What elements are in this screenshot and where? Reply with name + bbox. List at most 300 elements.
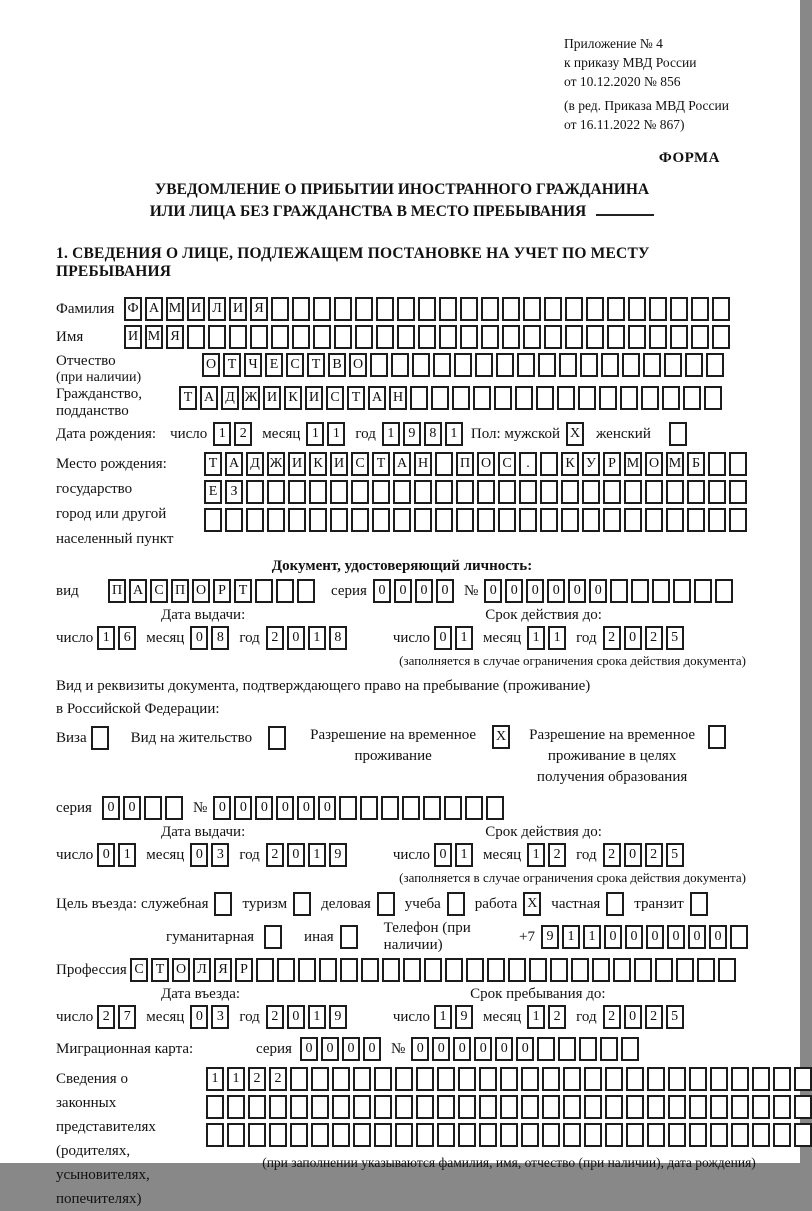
char-cell[interactable]: [538, 353, 556, 377]
char-cell[interactable]: [626, 1123, 644, 1147]
checkbox[interactable]: X: [492, 725, 510, 749]
char-cell[interactable]: [670, 297, 688, 321]
char-cell[interactable]: 1: [118, 843, 136, 867]
checkbox[interactable]: [669, 422, 687, 446]
char-cell[interactable]: 0: [604, 925, 622, 949]
char-cell[interactable]: В: [328, 353, 346, 377]
char-cell[interactable]: [794, 1095, 812, 1119]
char-cell[interactable]: [355, 297, 373, 321]
char-cell[interactable]: [579, 1037, 597, 1061]
char-cell[interactable]: 0: [516, 1037, 534, 1061]
char-cell[interactable]: 1: [308, 626, 326, 650]
char-cell[interactable]: 1: [213, 422, 231, 446]
char-cell[interactable]: 0: [363, 1037, 381, 1061]
char-cell[interactable]: С: [150, 579, 168, 603]
char-cell[interactable]: 9: [403, 422, 421, 446]
char-cell[interactable]: [647, 1067, 665, 1091]
char-cell[interactable]: [435, 452, 453, 476]
char-cell[interactable]: [288, 480, 306, 504]
char-cell[interactable]: 0: [624, 843, 642, 867]
char-cell[interactable]: [649, 325, 667, 349]
char-cell[interactable]: 0: [97, 843, 115, 867]
char-cell[interactable]: [376, 325, 394, 349]
char-cell[interactable]: [544, 325, 562, 349]
char-cell[interactable]: [269, 1095, 287, 1119]
char-cell[interactable]: 1: [227, 1067, 245, 1091]
char-cell[interactable]: [458, 1095, 476, 1119]
char-cell[interactable]: [565, 325, 583, 349]
char-cell[interactable]: [536, 386, 554, 410]
char-cell[interactable]: [423, 796, 441, 820]
char-cell[interactable]: [515, 386, 533, 410]
char-cell[interactable]: 2: [603, 1005, 621, 1029]
char-cell[interactable]: О: [477, 452, 495, 476]
char-cell[interactable]: [229, 325, 247, 349]
char-cell[interactable]: [558, 1037, 576, 1061]
char-cell[interactable]: [603, 508, 621, 532]
char-cell[interactable]: [540, 480, 558, 504]
char-cell[interactable]: [397, 325, 415, 349]
char-cell[interactable]: Т: [372, 452, 390, 476]
char-cell[interactable]: Ч: [244, 353, 262, 377]
char-cell[interactable]: [641, 386, 659, 410]
char-cell[interactable]: [361, 958, 379, 982]
checkbox[interactable]: [91, 726, 109, 750]
char-cell[interactable]: [271, 297, 289, 321]
char-cell[interactable]: [529, 958, 547, 982]
char-cell[interactable]: [622, 353, 640, 377]
char-cell[interactable]: И: [305, 386, 323, 410]
char-cell[interactable]: [523, 297, 541, 321]
checkbox[interactable]: [377, 892, 395, 916]
char-cell[interactable]: [267, 480, 285, 504]
char-cell[interactable]: [586, 297, 604, 321]
char-cell[interactable]: И: [187, 297, 205, 321]
char-cell[interactable]: [613, 958, 631, 982]
char-cell[interactable]: 1: [382, 422, 400, 446]
char-cell[interactable]: [206, 1123, 224, 1147]
char-cell[interactable]: [689, 1123, 707, 1147]
char-cell[interactable]: 8: [424, 422, 442, 446]
char-cell[interactable]: [517, 353, 535, 377]
char-cell[interactable]: [458, 1067, 476, 1091]
char-cell[interactable]: [395, 1123, 413, 1147]
char-cell[interactable]: [355, 325, 373, 349]
char-cell[interactable]: [498, 508, 516, 532]
char-cell[interactable]: [439, 325, 457, 349]
char-cell[interactable]: 2: [266, 843, 284, 867]
char-cell[interactable]: 0: [190, 626, 208, 650]
char-cell[interactable]: [664, 353, 682, 377]
char-cell[interactable]: [376, 297, 394, 321]
char-cell[interactable]: [666, 480, 684, 504]
char-cell[interactable]: [487, 958, 505, 982]
char-cell[interactable]: 1: [327, 422, 345, 446]
char-cell[interactable]: [332, 1123, 350, 1147]
char-cell[interactable]: [370, 353, 388, 377]
char-cell[interactable]: [298, 958, 316, 982]
char-cell[interactable]: [269, 1123, 287, 1147]
char-cell[interactable]: 0: [123, 796, 141, 820]
char-cell[interactable]: Т: [151, 958, 169, 982]
char-cell[interactable]: [475, 353, 493, 377]
char-cell[interactable]: [311, 1095, 329, 1119]
char-cell[interactable]: Д: [221, 386, 239, 410]
char-cell[interactable]: А: [368, 386, 386, 410]
char-cell[interactable]: 5: [666, 626, 684, 650]
char-cell[interactable]: [652, 579, 670, 603]
char-cell[interactable]: 0: [709, 925, 727, 949]
char-cell[interactable]: 5: [666, 843, 684, 867]
char-cell[interactable]: [605, 1123, 623, 1147]
char-cell[interactable]: М: [145, 325, 163, 349]
char-cell[interactable]: [689, 1095, 707, 1119]
char-cell[interactable]: [584, 1123, 602, 1147]
checkbox[interactable]: [214, 892, 232, 916]
char-cell[interactable]: [561, 508, 579, 532]
char-cell[interactable]: [708, 452, 726, 476]
char-cell[interactable]: [731, 1123, 749, 1147]
char-cell[interactable]: А: [145, 297, 163, 321]
char-cell[interactable]: [418, 297, 436, 321]
char-cell[interactable]: И: [288, 452, 306, 476]
char-cell[interactable]: [731, 1095, 749, 1119]
char-cell[interactable]: 0: [624, 626, 642, 650]
char-cell[interactable]: [601, 353, 619, 377]
char-cell[interactable]: [794, 1123, 812, 1147]
char-cell[interactable]: М: [166, 297, 184, 321]
char-cell[interactable]: 2: [234, 422, 252, 446]
char-cell[interactable]: О: [645, 452, 663, 476]
char-cell[interactable]: [206, 1095, 224, 1119]
char-cell[interactable]: 1: [306, 422, 324, 446]
char-cell[interactable]: [599, 386, 617, 410]
char-cell[interactable]: 8: [329, 626, 347, 650]
char-cell[interactable]: [353, 1123, 371, 1147]
char-cell[interactable]: [729, 452, 747, 476]
char-cell[interactable]: О: [192, 579, 210, 603]
char-cell[interactable]: [351, 480, 369, 504]
checkbox[interactable]: [268, 726, 286, 750]
char-cell[interactable]: [460, 325, 478, 349]
char-cell[interactable]: [256, 958, 274, 982]
char-cell[interactable]: 0: [646, 925, 664, 949]
char-cell[interactable]: [502, 297, 520, 321]
char-cell[interactable]: У: [582, 452, 600, 476]
char-cell[interactable]: 0: [287, 843, 305, 867]
char-cell[interactable]: [645, 508, 663, 532]
char-cell[interactable]: [290, 1067, 308, 1091]
char-cell[interactable]: [412, 353, 430, 377]
char-cell[interactable]: Ж: [242, 386, 260, 410]
char-cell[interactable]: [559, 353, 577, 377]
char-cell[interactable]: 1: [548, 626, 566, 650]
char-cell[interactable]: 0: [432, 1037, 450, 1061]
char-cell[interactable]: [311, 1123, 329, 1147]
char-cell[interactable]: [773, 1067, 791, 1091]
char-cell[interactable]: 9: [329, 843, 347, 867]
char-cell[interactable]: 9: [541, 925, 559, 949]
char-cell[interactable]: 2: [97, 1005, 115, 1029]
char-cell[interactable]: 7: [118, 1005, 136, 1029]
char-cell[interactable]: [339, 796, 357, 820]
char-cell[interactable]: И: [124, 325, 142, 349]
char-cell[interactable]: Д: [246, 452, 264, 476]
char-cell[interactable]: [165, 796, 183, 820]
char-cell[interactable]: [621, 1037, 639, 1061]
char-cell[interactable]: [687, 508, 705, 532]
char-cell[interactable]: Я: [250, 297, 268, 321]
char-cell[interactable]: [410, 386, 428, 410]
char-cell[interactable]: 8: [211, 626, 229, 650]
char-cell[interactable]: 1: [455, 843, 473, 867]
char-cell[interactable]: [418, 325, 436, 349]
char-cell[interactable]: 0: [434, 626, 452, 650]
char-cell[interactable]: [710, 1067, 728, 1091]
char-cell[interactable]: Т: [204, 452, 222, 476]
char-cell[interactable]: [563, 1067, 581, 1091]
char-cell[interactable]: 0: [474, 1037, 492, 1061]
char-cell[interactable]: [290, 1123, 308, 1147]
char-cell[interactable]: Р: [603, 452, 621, 476]
char-cell[interactable]: [391, 353, 409, 377]
char-cell[interactable]: Е: [265, 353, 283, 377]
char-cell[interactable]: [519, 508, 537, 532]
char-cell[interactable]: [486, 796, 504, 820]
char-cell[interactable]: 0: [102, 796, 120, 820]
char-cell[interactable]: [313, 297, 331, 321]
char-cell[interactable]: [582, 480, 600, 504]
char-cell[interactable]: [255, 579, 273, 603]
char-cell[interactable]: [479, 1123, 497, 1147]
char-cell[interactable]: [710, 1123, 728, 1147]
char-cell[interactable]: 0: [434, 843, 452, 867]
char-cell[interactable]: [628, 325, 646, 349]
char-cell[interactable]: [557, 386, 575, 410]
char-cell[interactable]: [752, 1123, 770, 1147]
char-cell[interactable]: [634, 958, 652, 982]
char-cell[interactable]: [460, 297, 478, 321]
char-cell[interactable]: [691, 325, 709, 349]
char-cell[interactable]: [444, 796, 462, 820]
char-cell[interactable]: [605, 1067, 623, 1091]
char-cell[interactable]: [477, 508, 495, 532]
checkbox[interactable]: [690, 892, 708, 916]
char-cell[interactable]: [309, 480, 327, 504]
char-cell[interactable]: 5: [666, 1005, 684, 1029]
checkbox[interactable]: X: [523, 892, 541, 916]
char-cell[interactable]: [584, 1095, 602, 1119]
char-cell[interactable]: [395, 1095, 413, 1119]
char-cell[interactable]: [773, 1123, 791, 1147]
char-cell[interactable]: [351, 508, 369, 532]
char-cell[interactable]: К: [561, 452, 579, 476]
char-cell[interactable]: О: [172, 958, 190, 982]
char-cell[interactable]: С: [130, 958, 148, 982]
char-cell[interactable]: [439, 297, 457, 321]
char-cell[interactable]: [276, 579, 294, 603]
char-cell[interactable]: [542, 1067, 560, 1091]
char-cell[interactable]: 2: [266, 626, 284, 650]
char-cell[interactable]: С: [326, 386, 344, 410]
char-cell[interactable]: С: [498, 452, 516, 476]
char-cell[interactable]: [676, 958, 694, 982]
char-cell[interactable]: [381, 796, 399, 820]
char-cell[interactable]: [374, 1123, 392, 1147]
char-cell[interactable]: [393, 480, 411, 504]
char-cell[interactable]: [620, 386, 638, 410]
char-cell[interactable]: 2: [603, 626, 621, 650]
char-cell[interactable]: [571, 958, 589, 982]
char-cell[interactable]: [246, 480, 264, 504]
char-cell[interactable]: [710, 1095, 728, 1119]
checkbox[interactable]: [293, 892, 311, 916]
char-cell[interactable]: 0: [321, 1037, 339, 1061]
char-cell[interactable]: 1: [527, 843, 545, 867]
char-cell[interactable]: [610, 579, 628, 603]
char-cell[interactable]: Л: [193, 958, 211, 982]
char-cell[interactable]: [250, 325, 268, 349]
char-cell[interactable]: [330, 480, 348, 504]
char-cell[interactable]: [607, 325, 625, 349]
char-cell[interactable]: Н: [414, 452, 432, 476]
char-cell[interactable]: [521, 1095, 539, 1119]
char-cell[interactable]: 1: [527, 626, 545, 650]
char-cell[interactable]: 0: [568, 579, 586, 603]
char-cell[interactable]: [521, 1123, 539, 1147]
char-cell[interactable]: [277, 958, 295, 982]
char-cell[interactable]: [666, 508, 684, 532]
char-cell[interactable]: 0: [276, 796, 294, 820]
char-cell[interactable]: 0: [415, 579, 433, 603]
char-cell[interactable]: 0: [505, 579, 523, 603]
char-cell[interactable]: Р: [213, 579, 231, 603]
char-cell[interactable]: [437, 1067, 455, 1091]
char-cell[interactable]: [582, 508, 600, 532]
char-cell[interactable]: [187, 325, 205, 349]
char-cell[interactable]: [624, 508, 642, 532]
char-cell[interactable]: 1: [308, 843, 326, 867]
char-cell[interactable]: 0: [373, 579, 391, 603]
char-cell[interactable]: 0: [394, 579, 412, 603]
char-cell[interactable]: [334, 297, 352, 321]
char-cell[interactable]: О: [349, 353, 367, 377]
char-cell[interactable]: К: [284, 386, 302, 410]
char-cell[interactable]: [752, 1067, 770, 1091]
char-cell[interactable]: [519, 480, 537, 504]
char-cell[interactable]: [752, 1095, 770, 1119]
char-cell[interactable]: [521, 1067, 539, 1091]
char-cell[interactable]: 1: [583, 925, 601, 949]
char-cell[interactable]: 0: [190, 1005, 208, 1029]
checkbox[interactable]: [264, 925, 282, 949]
char-cell[interactable]: [372, 480, 390, 504]
char-cell[interactable]: [563, 1123, 581, 1147]
char-cell[interactable]: [481, 297, 499, 321]
char-cell[interactable]: [340, 958, 358, 982]
char-cell[interactable]: [592, 958, 610, 982]
char-cell[interactable]: [414, 480, 432, 504]
char-cell[interactable]: 0: [342, 1037, 360, 1061]
char-cell[interactable]: [498, 480, 516, 504]
char-cell[interactable]: Т: [179, 386, 197, 410]
char-cell[interactable]: [465, 796, 483, 820]
char-cell[interactable]: [643, 353, 661, 377]
char-cell[interactable]: Б: [687, 452, 705, 476]
char-cell[interactable]: 2: [548, 1005, 566, 1029]
char-cell[interactable]: 0: [318, 796, 336, 820]
char-cell[interactable]: [685, 353, 703, 377]
char-cell[interactable]: [332, 1067, 350, 1091]
char-cell[interactable]: [544, 297, 562, 321]
char-cell[interactable]: 0: [667, 925, 685, 949]
char-cell[interactable]: И: [263, 386, 281, 410]
char-cell[interactable]: П: [108, 579, 126, 603]
char-cell[interactable]: 3: [211, 843, 229, 867]
char-cell[interactable]: [431, 386, 449, 410]
char-cell[interactable]: 1: [445, 422, 463, 446]
char-cell[interactable]: [374, 1067, 392, 1091]
char-cell[interactable]: [466, 958, 484, 982]
char-cell[interactable]: 0: [589, 579, 607, 603]
char-cell[interactable]: [416, 1123, 434, 1147]
char-cell[interactable]: 2: [269, 1067, 287, 1091]
char-cell[interactable]: С: [351, 452, 369, 476]
checkbox[interactable]: [340, 925, 358, 949]
char-cell[interactable]: [313, 325, 331, 349]
char-cell[interactable]: [402, 796, 420, 820]
char-cell[interactable]: [561, 480, 579, 504]
char-cell[interactable]: 9: [455, 1005, 473, 1029]
char-cell[interactable]: [393, 508, 411, 532]
char-cell[interactable]: [600, 1037, 618, 1061]
char-cell[interactable]: 0: [624, 1005, 642, 1029]
char-cell[interactable]: [248, 1095, 266, 1119]
char-cell[interactable]: 0: [453, 1037, 471, 1061]
char-cell[interactable]: [542, 1095, 560, 1119]
char-cell[interactable]: [704, 386, 722, 410]
char-cell[interactable]: Е: [204, 480, 222, 504]
char-cell[interactable]: [227, 1095, 245, 1119]
char-cell[interactable]: 6: [118, 626, 136, 650]
char-cell[interactable]: [397, 297, 415, 321]
char-cell[interactable]: [435, 480, 453, 504]
char-cell[interactable]: [655, 958, 673, 982]
char-cell[interactable]: П: [171, 579, 189, 603]
char-cell[interactable]: [712, 325, 730, 349]
char-cell[interactable]: [311, 1067, 329, 1091]
char-cell[interactable]: [267, 508, 285, 532]
char-cell[interactable]: А: [129, 579, 147, 603]
char-cell[interactable]: 1: [97, 626, 115, 650]
char-cell[interactable]: [424, 958, 442, 982]
char-cell[interactable]: [683, 386, 701, 410]
char-cell[interactable]: 0: [484, 579, 502, 603]
char-cell[interactable]: [668, 1067, 686, 1091]
char-cell[interactable]: [204, 508, 222, 532]
char-cell[interactable]: [496, 353, 514, 377]
char-cell[interactable]: [603, 480, 621, 504]
char-cell[interactable]: [670, 325, 688, 349]
char-cell[interactable]: [645, 480, 663, 504]
char-cell[interactable]: [452, 386, 470, 410]
checkbox[interactable]: X: [566, 422, 584, 446]
char-cell[interactable]: [508, 958, 526, 982]
char-cell[interactable]: [662, 386, 680, 410]
char-cell[interactable]: 0: [255, 796, 273, 820]
char-cell[interactable]: 0: [436, 579, 454, 603]
char-cell[interactable]: [437, 1123, 455, 1147]
